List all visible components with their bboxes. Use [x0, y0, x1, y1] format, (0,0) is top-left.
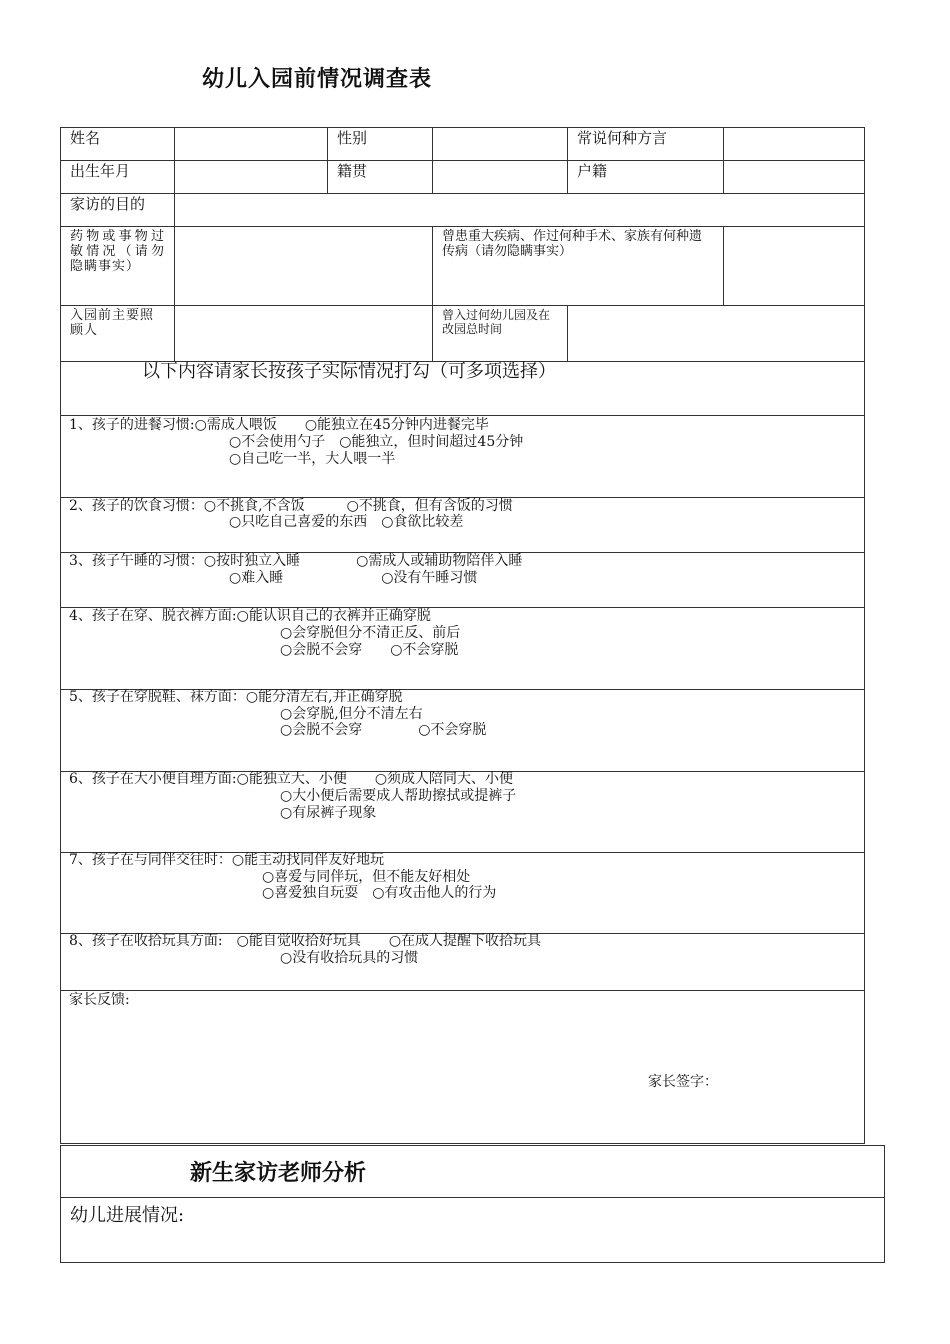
q7-line-2[interactable]: ○喜爱与同伴玩，但不能友好相处 — [262, 869, 471, 885]
progress-field[interactable] — [61, 1225, 884, 1262]
q4-line-2[interactable]: ○会穿脱但分不清正反、前后 — [280, 625, 461, 641]
q5-line-2[interactable]: ○会穿脱,但分不清左右 — [280, 706, 423, 722]
progress-label: 幼儿进展情况: — [70, 1205, 185, 1226]
q5-line-3[interactable]: ○会脱不会穿 ○不会穿脱 — [280, 722, 487, 738]
caregiver-field[interactable] — [175, 306, 432, 361]
q7-line-3[interactable]: ○喜爱独自玩耍 ○有攻击他人的行为 — [262, 885, 497, 901]
purpose-label: 家访的目的 — [70, 195, 146, 213]
signature-label: 家长签字： — [648, 1074, 718, 1090]
caregiver-label: 入园前主要照顾人 — [70, 308, 155, 338]
q7-line-1[interactable]: 7、孩子在与同伴交往时：○能主动找同伴友好地玩 — [69, 852, 385, 868]
q4-line-1[interactable]: 4、孩子在穿、脱衣裤方面:○能认识自己的衣裤并正确穿脱 — [69, 608, 431, 624]
q8-line-2[interactable]: ○没有收拾玩具的习惯 — [280, 950, 419, 966]
illness-field[interactable] — [724, 227, 864, 305]
q4-line-3[interactable]: ○会脱不会穿 ○不会穿脱 — [280, 642, 459, 658]
dialect-label: 常说何种方言 — [577, 129, 668, 147]
prev-kindergarten-label: 曾入过何幼儿园及在改园总时间 — [442, 308, 551, 336]
purpose-field[interactable] — [175, 194, 864, 226]
gender-field[interactable] — [433, 128, 567, 160]
prev-kindergarten-field[interactable] — [568, 306, 864, 361]
q1-line-1[interactable]: 1、孩子的进餐习惯:○需成人喂饭 ○能独立在45分钟内进餐完毕 — [69, 417, 489, 433]
q3-line-2[interactable]: ○难入睡 ○没有午睡习惯 — [229, 570, 478, 586]
native-label: 籍贯 — [337, 162, 368, 180]
name-field[interactable] — [175, 128, 327, 160]
feedback-label: 家长反馈: — [69, 992, 130, 1008]
native-field[interactable] — [433, 161, 567, 193]
allergy-label: 药物或事物过敏情况（请勿隐瞒事实） — [70, 229, 165, 274]
q2-line-1[interactable]: 2、孩子的饮食习惯：○不挑食,不含饭 ○不挑食，但有含饭的习惯 — [69, 498, 513, 514]
gender-label: 性别 — [337, 129, 368, 147]
illness-label: 曾患重大疾病、作过何种手术、家族有何种遗传病（请勿隐瞒事实） — [442, 229, 703, 259]
q1-line-2[interactable]: ○不会使用勺子 ○能独立，但时间超过45分钟 — [229, 434, 524, 450]
dialect-field[interactable] — [724, 128, 864, 160]
teacher-analysis-title: 新生家访老师分析 — [190, 1160, 367, 1186]
instruction-text: 以下内容请家长按孩子实际情况打勾（可多项选择） — [142, 361, 556, 382]
q6-line-1[interactable]: 6、孩子在大小便自理方面:○能独立大、小便 ○须成人陪同大、小便 — [69, 771, 514, 787]
q6-line-3[interactable]: ○有尿裤子现象 — [280, 805, 377, 821]
q5-line-1[interactable]: 5、孩子在穿脱鞋、袜方面：○能分清左右,并正确穿脱 — [69, 689, 403, 705]
household-field[interactable] — [724, 161, 864, 193]
birth-field[interactable] — [175, 161, 327, 193]
q3-line-1[interactable]: 3、孩子午睡的习惯：○按时独立入睡 ○需成人或辅助物陪伴入睡 — [69, 553, 523, 569]
allergy-field[interactable] — [175, 227, 432, 305]
name-label: 姓名 — [70, 129, 101, 147]
birth-label: 出生年月 — [70, 162, 131, 180]
q2-line-2[interactable]: ○只吃自己喜爱的东西 ○食欲比较差 — [229, 514, 464, 530]
form-title: 幼儿入园前情况调查表 — [202, 66, 433, 92]
q8-line-1[interactable]: 8、孩子在收拾玩具方面: ○能自觉收拾好玩具 ○在成人提醒下收拾玩具 — [69, 933, 542, 949]
q1-line-3[interactable]: ○自己吃一半，大人喂一半 — [229, 451, 396, 467]
household-label: 户籍 — [577, 162, 608, 180]
q6-line-2[interactable]: ○大小便后需要成人帮助擦拭或提裤子 — [280, 788, 517, 804]
feedback-field[interactable] — [61, 1010, 864, 1143]
